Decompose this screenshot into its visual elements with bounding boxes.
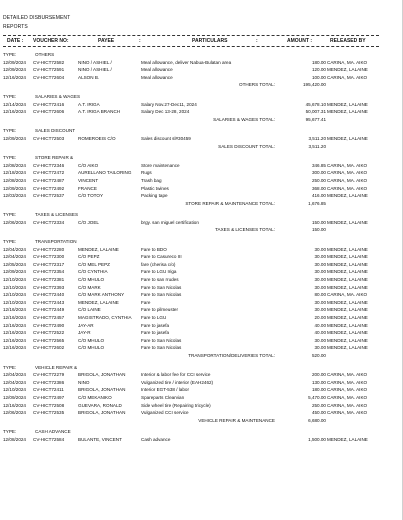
table-row bbox=[0, 101, 403, 109]
row-date: 12/06/2024 bbox=[3, 219, 26, 225]
row-voucher-no: CV-HICT72416 bbox=[33, 101, 65, 107]
row-voucher-no: CV-HICT72535 bbox=[33, 410, 65, 416]
row-particulars: Packing tape bbox=[141, 193, 168, 199]
total-label: SALES DISCOUNT TOTAL: bbox=[218, 143, 275, 149]
row-voucher-no: CV-HICT72602 bbox=[33, 345, 65, 351]
row-particulars: Rugs bbox=[141, 170, 152, 176]
table-row bbox=[0, 253, 403, 261]
row-payee: MENDEZ, LALAINE bbox=[78, 299, 119, 305]
total-value: 150.00 bbox=[311, 227, 326, 233]
table-row bbox=[0, 135, 403, 143]
row-date: 12/04/2024 bbox=[3, 254, 26, 260]
row-payee: C/O PEPZ bbox=[78, 254, 100, 260]
row-payee: C/O MHULO bbox=[78, 277, 105, 283]
row-particulars: Fare to San Nicolas bbox=[141, 284, 182, 290]
row-payee: FRANCE bbox=[78, 185, 97, 191]
row-released-by: MENDEZ, LALAINE bbox=[327, 219, 368, 225]
table-row bbox=[0, 306, 403, 314]
row-date: 12/18/2024 bbox=[3, 170, 26, 176]
row-particulars: Fare bbox=[141, 299, 151, 305]
row-voucher-no: CV-HICT72457 bbox=[33, 315, 65, 320]
table-row bbox=[0, 329, 403, 337]
row-voucher-no: CV-HICT72449 bbox=[33, 307, 65, 313]
row-amount: 120.00 bbox=[311, 67, 326, 73]
row-amount: 130.00 bbox=[311, 379, 326, 385]
table-row bbox=[0, 394, 403, 402]
row-voucher-no: CV-HICT72472 bbox=[33, 170, 65, 176]
row-particulars: Fare to pilmeuster bbox=[141, 307, 179, 313]
row-amount: 30.00 bbox=[314, 299, 326, 305]
section-total-row bbox=[0, 81, 403, 89]
row-amount: 80.00 bbox=[314, 292, 326, 298]
header-top-rule bbox=[3, 35, 379, 36]
row-amount: 30.00 bbox=[314, 277, 326, 283]
row-amount: 30.00 bbox=[314, 284, 326, 290]
row-particulars: Fare to San Nicolas bbox=[141, 337, 182, 343]
table-row bbox=[0, 337, 403, 345]
col-sep: : bbox=[139, 38, 141, 44]
col-sep: : bbox=[256, 38, 258, 44]
row-date: 12/08/2024 bbox=[3, 177, 26, 183]
type-label: TYPE: bbox=[3, 429, 17, 435]
row-amount: 416.00 bbox=[311, 193, 326, 199]
row-released-by: MENDEZ, LALAINE bbox=[327, 67, 368, 73]
row-voucher-no: CV-HICT72317 bbox=[33, 261, 65, 267]
row-payee: C/O LAINE bbox=[78, 307, 101, 313]
row-voucher-no: CV-HICT72381 bbox=[33, 277, 65, 283]
row-date: 12/03/2024 bbox=[3, 193, 26, 199]
section-type-row bbox=[0, 211, 403, 219]
row-particulars: fare (cherisa c/o) bbox=[141, 261, 176, 267]
row-voucher-no: CV-HICT72490 bbox=[33, 322, 65, 328]
type-name: STORE REPAIR & bbox=[35, 155, 74, 161]
section-type-row bbox=[0, 127, 403, 135]
row-payee: ROMEROEIS C/O bbox=[78, 135, 116, 141]
row-amount: 5,470.00 bbox=[308, 394, 326, 400]
row-released-by: CARINA, MA. AIKO bbox=[327, 372, 368, 378]
row-particulars: Fare to jasefa bbox=[141, 330, 170, 336]
section-total-row bbox=[0, 143, 403, 151]
row-released-by: MENDEZ, LALAINE bbox=[327, 101, 368, 107]
row-date: 12/14/2024 bbox=[3, 101, 26, 107]
section-total-row bbox=[0, 352, 403, 360]
row-particulars: Fare to San Nicolas bbox=[141, 292, 182, 298]
row-amount: 300.00 bbox=[311, 170, 326, 176]
row-voucher-no: CV-HICT72280 bbox=[33, 246, 65, 252]
row-released-by: MENDEZ, LALAINE bbox=[327, 307, 368, 313]
row-particulars: Plastic twines bbox=[141, 185, 169, 191]
row-amount: 45,678.10 bbox=[305, 101, 326, 107]
row-particulars: Meal allowance, deliver Nabua-Bulatan area bbox=[141, 59, 232, 65]
type-name: VEHICLE REPAIR & bbox=[35, 364, 78, 370]
row-voucher-no: CV-HICT72279 bbox=[33, 372, 65, 378]
row-date: 12/10/2024 bbox=[3, 277, 26, 283]
row-particulars: Spareparts Clearvian bbox=[141, 394, 185, 400]
row-released-by: CARINA, MA. AIKO bbox=[327, 177, 368, 183]
row-date: 12/04/2024 bbox=[3, 246, 26, 252]
type-name: TAXES & LICENSES bbox=[35, 212, 79, 218]
total-value: 3,511.20 bbox=[308, 143, 326, 149]
row-date: 12/09/2024 bbox=[3, 269, 26, 275]
total-label: TAXES & LICENSES TOTAL: bbox=[215, 227, 275, 233]
row-payee: C/O MEL PEPZ bbox=[78, 261, 110, 267]
col-amount: AMOUNT : bbox=[287, 38, 312, 44]
row-amount: 50,007.31 bbox=[305, 109, 326, 115]
total-label: TRANSPORTATION/DELIVERIES TOTAL: bbox=[188, 352, 275, 358]
row-voucher-no: CV-HICT72508 bbox=[33, 402, 65, 408]
row-payee: NINO / ASHIEL / bbox=[78, 67, 112, 73]
section-type-row bbox=[0, 93, 403, 101]
section-type-row bbox=[0, 364, 403, 372]
row-particulars: Side wheel tire (Repairing tricycle) bbox=[141, 402, 211, 408]
total-value: 6,680.00 bbox=[308, 417, 326, 423]
table-row bbox=[0, 169, 403, 177]
row-particulars: Trash bag bbox=[141, 177, 162, 183]
row-released-by: MENDEZ, LALAINE bbox=[327, 261, 368, 267]
table-row bbox=[0, 59, 403, 67]
row-amount: 368.00 bbox=[311, 185, 326, 191]
row-payee: NINO bbox=[78, 379, 90, 385]
row-released-by: MENDEZ, LALAINE bbox=[327, 284, 368, 290]
row-date: 12/10/2024 bbox=[3, 387, 26, 393]
row-payee: VINCENT bbox=[78, 177, 99, 183]
row-particulars: Vulganized tire / interior (EAH2462) bbox=[141, 379, 214, 385]
row-released-by: MENDEZ, LALAINE bbox=[327, 254, 368, 260]
row-date: 12/16/2024 bbox=[3, 337, 26, 343]
table-row bbox=[0, 379, 403, 387]
row-voucher-no: CV-HICT72537 bbox=[33, 193, 65, 199]
row-particulars: Fare to San Nicolas bbox=[141, 345, 182, 351]
row-particulars: Vulganized CCI service bbox=[141, 410, 189, 416]
row-released-by: CARINA, MA. AIKO bbox=[327, 379, 368, 385]
row-particulars: brgy. san miguel certification bbox=[141, 219, 199, 225]
table-row bbox=[0, 162, 403, 170]
table-row bbox=[0, 322, 403, 330]
row-amount: 250.00 bbox=[311, 177, 326, 183]
row-voucher-no: CV-HICT72386 bbox=[33, 379, 65, 385]
row-payee: BRIGOLA, JONATHAN bbox=[78, 387, 126, 393]
row-payee: C/O MARK ANTHONY bbox=[78, 292, 125, 298]
row-particulars: Meal allowance bbox=[141, 67, 173, 73]
table-row bbox=[0, 177, 403, 185]
row-released-by: MENDEZ, LALAINE bbox=[327, 277, 368, 283]
row-date: 12/08/2024 bbox=[3, 162, 26, 168]
report-subtitle: REPORTS bbox=[3, 24, 28, 30]
row-date: 12/10/2024 bbox=[3, 299, 26, 305]
section-total-row bbox=[0, 200, 403, 208]
row-voucher-no: CV-HICT72497 bbox=[33, 394, 65, 400]
row-amount: 40.00 bbox=[314, 322, 326, 328]
row-released-by: MENDEZ, LALAINE bbox=[327, 436, 368, 442]
type-label: TYPE: bbox=[3, 212, 17, 218]
row-date: 12/16/2024 bbox=[3, 74, 26, 80]
row-voucher-no: CV-HICT72300 bbox=[33, 254, 65, 260]
row-particulars: Cash advance bbox=[141, 436, 171, 442]
table-row bbox=[0, 261, 403, 269]
row-payee: C/O CYNTHIA bbox=[78, 269, 108, 275]
row-payee: A.T. IRIGA bbox=[78, 101, 100, 107]
table-row bbox=[0, 74, 403, 82]
row-voucher-no: CV-HICT72503 bbox=[33, 135, 65, 141]
table-row bbox=[0, 402, 403, 410]
section-total-row bbox=[0, 226, 403, 234]
type-label: TYPE: bbox=[3, 52, 17, 57]
report-body bbox=[0, 51, 403, 444]
row-particulars: Sales discount sl#30459 bbox=[141, 135, 191, 141]
row-voucher-no: CV-HICT72584 bbox=[33, 436, 65, 442]
row-particulars: Fare to LGU bbox=[141, 315, 167, 320]
row-released-by: CARINA, MA. AIKO bbox=[327, 170, 368, 176]
row-particulars: Fare to jasefa bbox=[141, 322, 170, 328]
row-date: 12/06/2024 bbox=[3, 410, 26, 416]
row-released-by: MENDEZ, LALAINE bbox=[327, 345, 368, 351]
row-date: 12/04/2024 bbox=[3, 372, 26, 378]
type-label: TYPE: bbox=[3, 93, 17, 99]
row-released-by: MENDEZ, LALAINE bbox=[327, 135, 368, 141]
row-amount: 30.00 bbox=[314, 261, 326, 267]
table-row bbox=[0, 108, 403, 116]
row-amount: 1,500.00 bbox=[308, 436, 326, 442]
table-row bbox=[0, 192, 403, 200]
row-released-by: CARINA, MA. AIKO bbox=[327, 387, 368, 393]
row-payee: C/O AIKO bbox=[78, 162, 99, 168]
table-row bbox=[0, 276, 403, 284]
row-released-by: CARINA, MA. AIKO bbox=[327, 185, 368, 191]
section-type-row bbox=[0, 51, 403, 59]
col-released-by: RELEASED BY bbox=[330, 38, 366, 44]
row-amount: 250.00 bbox=[311, 402, 326, 408]
total-value: 95,677.41 bbox=[305, 116, 326, 122]
row-payee: C/O MHULO bbox=[78, 345, 105, 351]
total-label: SALARIES & WAGES TOTAL: bbox=[213, 116, 275, 122]
type-name: TRANSPORTATION bbox=[35, 239, 77, 245]
row-amount: 30.00 bbox=[314, 337, 326, 343]
table-row bbox=[0, 409, 403, 417]
row-voucher-no: CV-HICT72582 bbox=[33, 59, 65, 65]
row-voucher-no: CV-HICT72492 bbox=[33, 185, 65, 191]
row-payee: BRIGOLA, JONATHAN bbox=[78, 372, 126, 378]
row-amount: 150.00 bbox=[311, 219, 326, 225]
row-payee: ALSON B. bbox=[78, 74, 100, 80]
row-date: 12/09/2024 bbox=[3, 394, 26, 400]
row-date: 12/16/2024 bbox=[3, 345, 26, 351]
row-particulars: Salary Dec 13-28, 2024 bbox=[141, 109, 190, 115]
row-payee: C/O TOTOY bbox=[78, 193, 104, 199]
row-payee: BRIGOLA, JONATHAN bbox=[78, 410, 126, 416]
row-payee: C/O JOEL bbox=[78, 219, 99, 225]
type-name: OTHERS bbox=[35, 52, 55, 57]
row-payee: AURELLANO TAILORING bbox=[78, 170, 132, 176]
col-date: DATE : bbox=[7, 38, 24, 44]
row-date: 12/08/2024 bbox=[3, 436, 26, 442]
row-voucher-no: CV-HICT72443 bbox=[33, 299, 65, 305]
row-voucher-no: CV-HICT72591 bbox=[33, 67, 65, 73]
header-bottom-rule bbox=[3, 46, 379, 47]
row-particulars: Fare to Casureco III bbox=[141, 254, 182, 260]
total-value: 520.00 bbox=[311, 352, 326, 358]
row-released-by: CARINA, MA. AIKO bbox=[327, 394, 368, 400]
row-voucher-no: CV-HICT72334 bbox=[33, 219, 65, 225]
row-released-by: MENDEZ, LALAINE bbox=[327, 337, 368, 343]
row-particulars: Fare to LGU Iriga bbox=[141, 269, 177, 275]
table-row bbox=[0, 291, 403, 299]
row-voucher-no: CV-HICT72354 bbox=[33, 269, 65, 275]
row-amount: 346.85 bbox=[311, 162, 326, 168]
total-label: OTHERS TOTAL: bbox=[239, 82, 275, 88]
row-voucher-no: CV-HICT72522 bbox=[33, 330, 65, 336]
row-payee: C/O MARK bbox=[78, 284, 101, 290]
row-date: 12/16/2024 bbox=[3, 315, 26, 320]
row-date: 12/16/2024 bbox=[3, 402, 26, 408]
row-date: 12/05/2024 bbox=[3, 261, 26, 267]
row-particulars: Interior EGT-538 / labor bbox=[141, 387, 190, 393]
row-voucher-no: CV-HICT72604 bbox=[33, 74, 65, 80]
col-particulars: PARTICULARS bbox=[192, 38, 228, 44]
row-particulars: Store maintenance bbox=[141, 162, 180, 168]
section-total-row bbox=[0, 417, 403, 425]
col-voucher: VOUCHER NO: bbox=[33, 38, 69, 44]
row-released-by: MENDEZ, LALAINE bbox=[327, 109, 368, 115]
row-payee: A.T. IRIGA BRANCH bbox=[78, 109, 121, 115]
row-payee: C/O MHULO bbox=[78, 337, 105, 343]
row-date: 12/09/2024 bbox=[3, 67, 26, 73]
row-voucher-no: CV-HICT72346 bbox=[33, 162, 65, 168]
row-amount: 180.00 bbox=[311, 59, 326, 65]
row-amount: 450.00 bbox=[311, 410, 326, 416]
total-label: STORE REPAIR & MAINTENANCE TOTAL: bbox=[185, 200, 275, 206]
row-released-by: MENDEZ, LALAINE bbox=[327, 193, 368, 199]
row-voucher-no: CV-HICT72411 bbox=[33, 387, 64, 393]
row-amount: 100.00 bbox=[311, 74, 326, 80]
row-released-by: MENDEZ, LALAINE bbox=[327, 269, 368, 275]
row-released-by: CARINA, MA. AIKO bbox=[327, 402, 368, 408]
row-amount: 30.00 bbox=[314, 345, 326, 351]
row-date: 12/09/2024 bbox=[3, 135, 26, 141]
total-value: 1,676.85 bbox=[308, 200, 326, 206]
report-title: DETAILED DISBURSEMENT bbox=[3, 15, 71, 21]
row-date: 12/16/2024 bbox=[3, 330, 26, 336]
type-name: SALARIES & WAGES bbox=[35, 93, 81, 99]
table-row bbox=[0, 386, 403, 394]
row-voucher-no: CV-HICT72393 bbox=[33, 284, 65, 290]
row-payee: NINO / ASHIEL / bbox=[78, 59, 112, 65]
row-released-by: MENDEZ, LALAINE bbox=[327, 299, 368, 305]
type-label: TYPE: bbox=[3, 364, 17, 370]
row-date: 12/04/2024 bbox=[3, 379, 26, 385]
row-payee: GUEVARA, RONALD bbox=[78, 402, 122, 408]
column-header-row bbox=[0, 37, 403, 45]
row-released-by: MENDEZ, LALAINE bbox=[327, 246, 368, 252]
table-row bbox=[0, 299, 403, 307]
row-amount: 200.00 bbox=[311, 372, 326, 378]
table-row bbox=[0, 66, 403, 74]
row-particulars: Fare to BDO bbox=[141, 246, 167, 252]
row-released-by: CARINA, MA. AIKO bbox=[327, 74, 368, 80]
row-voucher-no: CV-HICT72440 bbox=[33, 292, 65, 298]
row-date: 12/16/2024 bbox=[3, 322, 26, 328]
row-date: 12/09/2024 bbox=[3, 59, 26, 65]
type-name: SALES DISCOUNT bbox=[35, 128, 76, 134]
row-date: 12/16/2024 bbox=[3, 307, 26, 313]
row-released-by: CARINA, MA. AIKO bbox=[327, 162, 368, 168]
section-type-row bbox=[0, 428, 403, 436]
row-payee: C/O MEKANIKO bbox=[78, 394, 112, 400]
table-row bbox=[0, 371, 403, 379]
row-payee: MAGISTRADO, CYNTHIA bbox=[78, 315, 132, 320]
row-payee: JAY-AR bbox=[78, 322, 94, 328]
section-total-row bbox=[0, 116, 403, 124]
row-date: 12/10/2024 bbox=[3, 292, 26, 298]
row-date: 12/09/2024 bbox=[3, 185, 26, 191]
row-amount: 20.00 bbox=[314, 315, 326, 320]
row-amount: 30.00 bbox=[314, 254, 326, 260]
row-payee: BULANTE, VINCENT bbox=[78, 436, 122, 442]
row-amount: 30.00 bbox=[314, 246, 326, 252]
row-amount: 40.00 bbox=[314, 330, 326, 336]
section-type-row bbox=[0, 238, 403, 246]
total-label: VEHICLE REPAIR & MAINTENANCE bbox=[198, 417, 275, 423]
table-row bbox=[0, 246, 403, 254]
row-released-by: CARINA, MA. AIKO bbox=[327, 292, 368, 298]
row-released-by: MENDEZ, LALAINE bbox=[327, 315, 368, 320]
table-row bbox=[0, 219, 403, 227]
total-value: 195,420.00 bbox=[303, 82, 326, 88]
row-date: 12/16/2024 bbox=[3, 109, 26, 115]
col-payee: PAYEE bbox=[98, 38, 115, 44]
row-amount: 3,511.20 bbox=[308, 135, 326, 141]
row-particulars: Meal allowance bbox=[141, 74, 173, 80]
row-payee: MENDEZ, LALAINE bbox=[78, 246, 119, 252]
row-amount: 30.00 bbox=[314, 269, 326, 275]
table-row bbox=[0, 185, 403, 193]
row-particulars: Salary Nov.27-Dec11, 2024 bbox=[141, 101, 197, 107]
row-voucher-no: CV-HICT72487 bbox=[33, 177, 65, 183]
row-amount: 30.00 bbox=[314, 307, 326, 313]
row-amount: 180.00 bbox=[311, 387, 326, 393]
row-voucher-no: CV-HICT72565 bbox=[33, 337, 65, 343]
table-row bbox=[0, 284, 403, 292]
row-payee: JAY-R bbox=[78, 330, 91, 336]
row-voucher-no: CV-HICT72606 bbox=[33, 109, 65, 115]
section-type-row bbox=[0, 154, 403, 162]
row-particulars: Interior & labor fee for CCI service bbox=[141, 372, 211, 378]
row-released-by: MENDEZ, LALAINE bbox=[327, 322, 368, 328]
table-row bbox=[0, 436, 403, 444]
row-date: 12/10/2024 bbox=[3, 284, 26, 290]
type-name: CASH ADVANCE bbox=[35, 429, 71, 435]
table-row bbox=[0, 268, 403, 276]
row-released-by: MENDEZ, LALAINE bbox=[327, 330, 368, 336]
row-released-by: CARINA, MA. AIKO bbox=[327, 59, 368, 65]
type-label: TYPE: bbox=[3, 155, 17, 161]
row-released-by: CARINA, MA. AIKO bbox=[327, 410, 368, 416]
type-label: TYPE: bbox=[3, 128, 17, 134]
table-row bbox=[0, 344, 403, 352]
row-particulars: Fare to san rrudes bbox=[141, 277, 179, 283]
type-label: TYPE: bbox=[3, 239, 17, 245]
table-row bbox=[0, 314, 403, 322]
